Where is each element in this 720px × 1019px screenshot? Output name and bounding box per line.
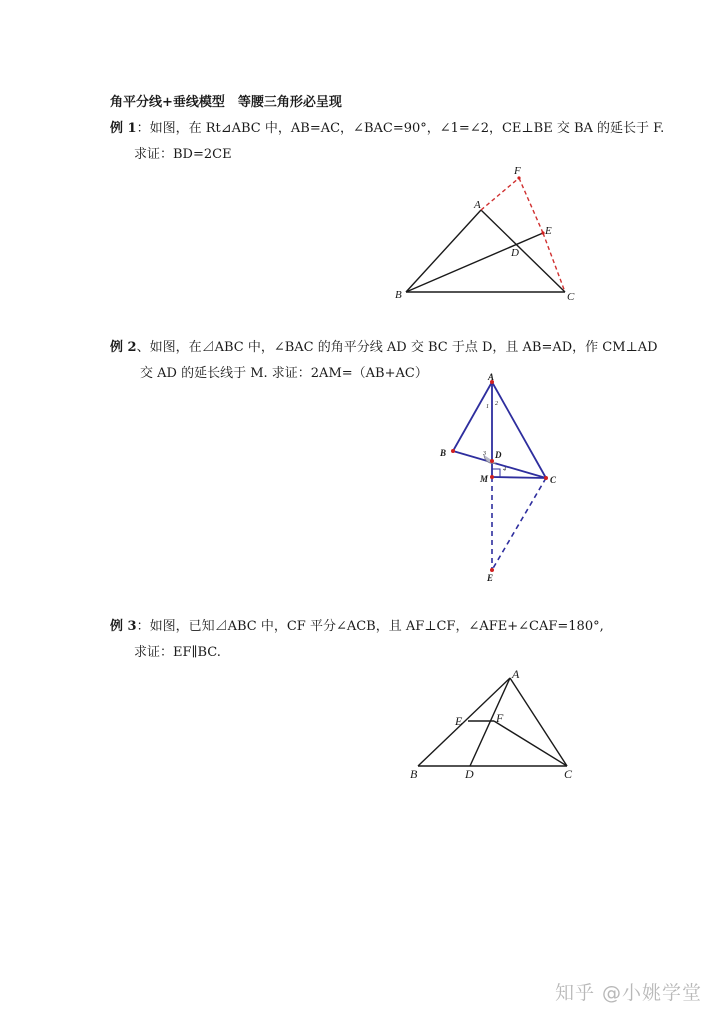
fig3-label-a: A [512, 667, 520, 681]
example-1-text: ：如图，在 Rt⊿ABC 中，AB=AC，∠BAC=90°，∠1=∠2，CE⊥BE 交 BA 的延长于 F. [136, 121, 665, 136]
fig2-label-a: A [488, 372, 495, 382]
fig3-label-d: D [465, 767, 474, 781]
example-3-text: ：如图，已知⊿ABC 中，CF 平分∠ACB，且 AF⊥CF，∠AFE+∠CAF=180°, [136, 619, 604, 634]
fig3-segment-ac [510, 678, 567, 766]
example-1-label: 例 1 [110, 121, 137, 136]
watermark: 知乎 @小姚学堂 [554, 982, 702, 1004]
fig2-angle-1: 1 [486, 404, 489, 410]
fig1-label-b: B [395, 289, 402, 301]
fig3-label-b: B [410, 767, 418, 781]
fig1-label-e: E [545, 225, 552, 237]
page-heading: 角平分线+垂线模型 等腰三角形必呈现 [110, 95, 342, 110]
fig2-label-c: C [550, 475, 557, 485]
example-2-statement-cont: 交 AD 的延长线于 M. 求证：2AM=（AB+AC） [140, 366, 428, 381]
example-2-text: 、如图，在⊿ABC 中，∠BAC 的角平分线 AD 交 BC 于点 D，且 AB=AD，作 CM⊥AD [136, 340, 658, 355]
fig3-label-c: C [564, 767, 573, 781]
fig2-angle-4: 4 [503, 467, 506, 473]
fig3-label-f: F [496, 711, 504, 725]
fig2-label-d: D [495, 450, 502, 460]
example-2-label: 例 2 [110, 340, 137, 355]
fig3-label-e: E [455, 714, 463, 728]
fig2-label-m: M [480, 474, 489, 484]
fig3-segment-da [470, 678, 510, 766]
fig3-segment-fc [494, 721, 567, 766]
fig2-label-b: B [440, 448, 447, 458]
example-3-proof: 求证：EF∥BC. [134, 645, 221, 660]
fig2-angle-2: 2 [495, 401, 498, 407]
example-1-proof: 求证：BD=2CE [134, 147, 232, 162]
fig1-label-a: A [474, 199, 481, 211]
example-3-label: 例 3 [110, 619, 137, 634]
fig1-label-d: D [511, 247, 519, 259]
fig2-label-e: E [487, 573, 494, 583]
fig1-label-c: C [567, 291, 575, 303]
fig1-label-f: F [514, 165, 521, 177]
fig2-angle-3: 3 [483, 451, 486, 457]
